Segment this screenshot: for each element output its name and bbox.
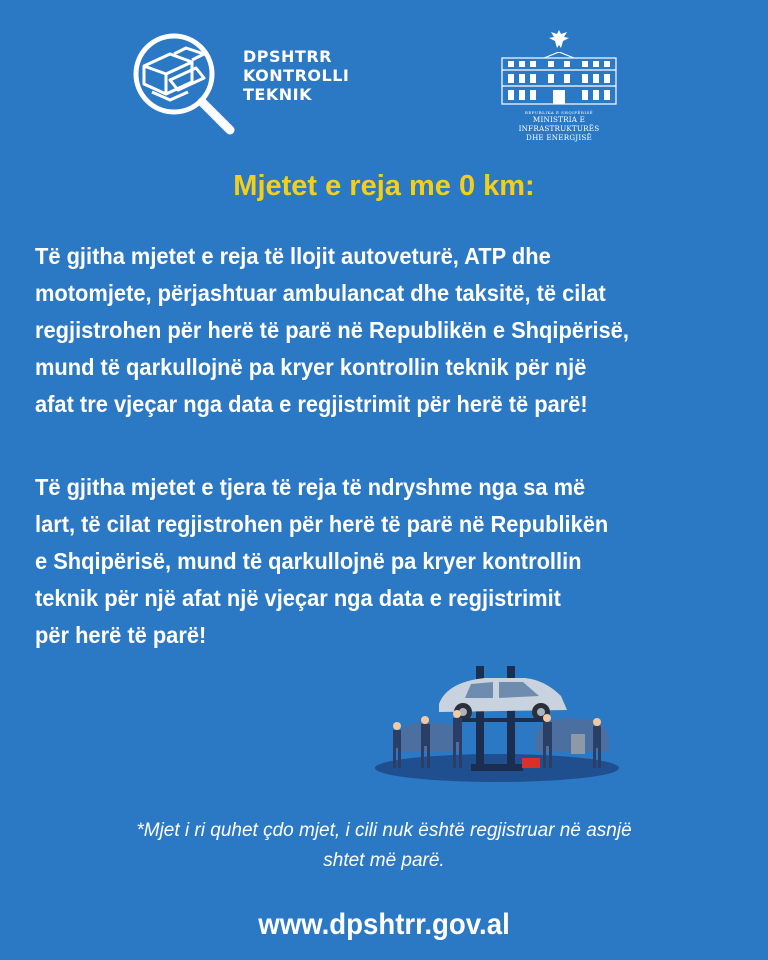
ministry-name-line-1: MINISTRIA E INFRASTRUKTURËS (518, 115, 600, 133)
ministry-subtitle: REPUBLIKA E SHQIPËRISË (524, 110, 594, 115)
paragraph-line: lart, të cilat regjistrohen për herë të parë në Republikën (35, 511, 609, 537)
logo-line-2: KONTROLLI (243, 66, 350, 85)
paragraph-line: afat tre vjeçar nga data e regjistrimit për herë të parë! (35, 391, 588, 417)
dpshtrr-logo (130, 32, 350, 142)
ministry-building-icon (500, 52, 618, 106)
footnote (0, 816, 768, 876)
paragraph-passenger-vehicles (35, 238, 705, 423)
magnifier-logo-icon (130, 32, 240, 142)
eagle-emblem-icon (547, 28, 571, 50)
paragraph-line: Të gjitha mjetet e tjera të reja të ndryshme nga sa më (35, 474, 586, 500)
paragraph-line: teknik për një afat një vjeçar nga data e regjistrimit (35, 585, 561, 611)
car-service-illustration (375, 660, 625, 785)
paragraph-line: për herë të parë! (35, 622, 207, 648)
paragraph-line: Të gjitha mjetet e reja të llojit autoveturë, ATP dhe (35, 243, 551, 269)
website-link[interactable]: www.dpshtrr.gov.al (258, 908, 510, 941)
paragraph-line: mund të qarkullojnë pa kryer kontrollin teknik për një (35, 354, 587, 380)
logo-line-1: DPSHTRR (243, 47, 332, 66)
paragraph-line: regjistrohen për herë të parë në Republikën e Shqipërisë, (35, 317, 629, 343)
logo-line-3: TEKNIK (243, 85, 312, 104)
ministry-logo (496, 28, 622, 148)
paragraph-other-vehicles (35, 469, 705, 654)
paragraph-line: motomjete, përjashtuar ambulancat dhe taksitë, të cilat (35, 280, 606, 306)
footnote-line-2: shtet më parë. (323, 850, 445, 871)
logo-text (243, 47, 349, 104)
headline: Mjetet e reja me 0 km: (233, 170, 535, 202)
paragraph-line: e Shqipërisë, mund të qarkullojnë pa kryer kontrollin (35, 548, 582, 574)
ministry-name-line-2: DHE ENERGJISË (526, 133, 592, 142)
footnote-line-1: *Mjet i ri quhet çdo mjet, i cili nuk është regjistruar në asnjë (136, 820, 632, 841)
